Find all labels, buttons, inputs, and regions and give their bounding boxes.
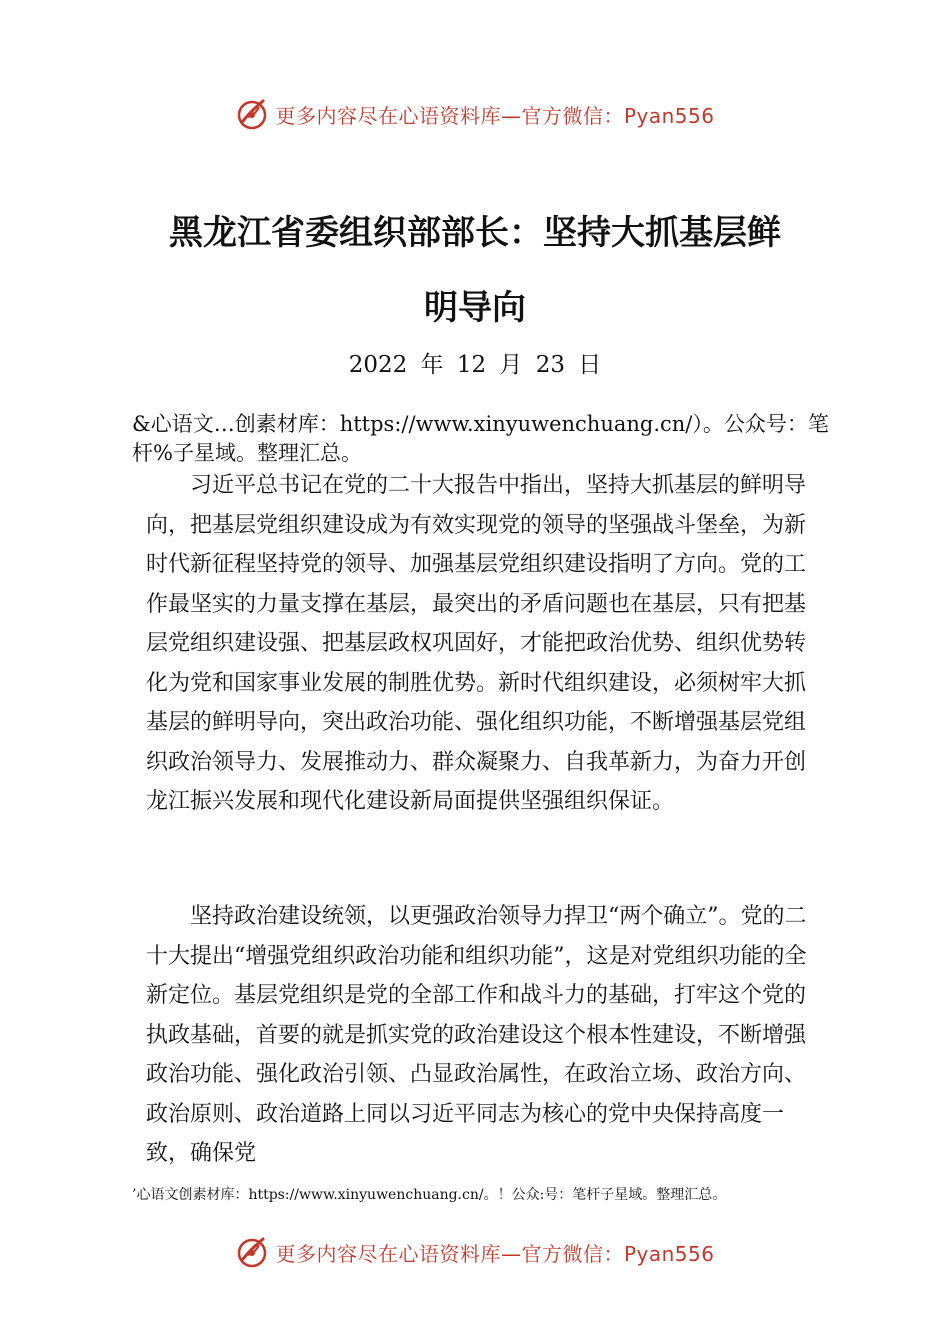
paragraph-text: 坚持政治建设统领，以更强政治领导力捍卫“两个确立”。党的二十大提出“增强党组织政治功能和组织功能”，这是对党组织功能的全新定位。基层党组织是党的全部工作和战斗力的基础，打牢这个党的执政基础，首要的就是抓实党的政治建设这个根本性建设，不断增强政治功能、强化政治引领、凸显政治属性，在政治立场、政治方向、政治原则、政治道路上同以习近平同志为核心的党中央保持高度一致，确保党: [146, 904, 807, 1166]
footer-watermark-banner: [0, 1232, 950, 1272]
footer-source-note: ’心语文创素材库：https://www.xinyuwenchuang.cn/。！公众:号：笔杆子星域。整理汇总。: [132, 1187, 727, 1203]
banner-text: 更多内容尽在心语资料库—官方微信：Pyan556: [275, 103, 715, 128]
article-date: 2022 年 12 月 23 日: [348, 352, 602, 378]
article-body-paragraph-2: [146, 897, 826, 1174]
paragraph-text: 习近平总书记在党的二十大报告中指出，坚持大抓基层的鲜明导向，把基层党组织建设成为有效实现党的领导的坚强战斗堡垒，为新时代新征程坚持党的领导、加强基层党组织建设指明了方向。党的工作最坚实的力量支撑在基层，最突出的矛盾问题也在基层，只有把基层党组织建设强、把基层政权巩固好，才能把政治优势、组织优势转化为党和国家事业发展的制胜优势。新时代组织建设，必须树牢大抓基层的鲜明导向，突出政治功能、强化组织功能，不断增强基层党组织政治领导力、发展推动力、群众凝聚力、自我革新力，为奋力开创龙江振兴发展和现代化建设新局面提供坚强组织保证。: [146, 473, 807, 814]
article-title-line-2: 明导向: [424, 288, 526, 328]
banner-text: 更多内容尽在心语资料库—官方微信：Pyan556: [275, 1241, 715, 1266]
quill-seal-icon: [235, 1235, 269, 1269]
quill-seal-icon: [235, 97, 269, 131]
article-title-line-1: 黑龙江省委组织部部长：坚持大抓基层鲜: [169, 213, 781, 253]
article-body-paragraph-1: [146, 466, 826, 822]
header-watermark-banner: [0, 94, 950, 134]
source-note: &心语文…创素材库：https://www.xinyuwenchuang.cn/）。公众号：笔杆%子星域。整理汇总。: [132, 412, 829, 465]
